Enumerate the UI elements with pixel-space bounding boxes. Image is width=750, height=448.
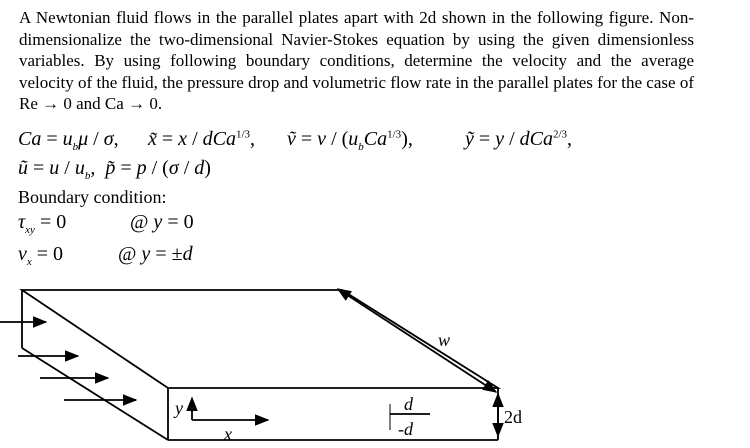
boundary-shear-location: @ y = 0 [130, 211, 194, 233]
boundary-velocity-location: @ y = ±d [118, 243, 193, 265]
boundary-heading: Boundary condition: [18, 187, 167, 207]
width-label: w [438, 330, 451, 350]
x-axis-label: x [224, 424, 232, 444]
minus-d-label: -d [398, 419, 413, 439]
parallel-plates-figure [0, 260, 750, 448]
boundary-shear-stress: $\tau_{xy} = 0$ [18, 211, 67, 236]
y-axis-label: y [175, 398, 183, 418]
equation-x-tilde: x̃ = x / dCa$^{1/3}$, [148, 128, 256, 150]
height-label: 2d [504, 407, 522, 427]
boundary-velocity: $v_x = 0$ [18, 243, 64, 268]
equation-capillary-number: $Ca = u_b\mu / \sigma$, [18, 128, 119, 153]
plus-d-label: d [404, 394, 413, 414]
problem-statement: A Newtonian fluid flows in the parallel plates apart with 2d shown in the following figure. Non-dimensionalize the two-dimensional Navier-Stokes equation by using the given dimensionless variables. By using following boundary conditions, determine the velocity and the average velocity of the fluid, the pressure drop and volumetric flow rate in the parallel plates for the case of Re → 0 and Ca → 0. [19, 8, 694, 114]
width-arrow [338, 289, 496, 392]
equation-y-tilde: ỹ = y / dCa$^{2/3}$, [465, 128, 573, 150]
equation-v-tilde: ṽ = v / $(u_bCa^{1/3})$, [287, 128, 413, 153]
equation-u-tilde: ũ = u / $u_b$, p̃ = p / (σ / d) [18, 157, 211, 182]
top-plate [22, 290, 498, 388]
